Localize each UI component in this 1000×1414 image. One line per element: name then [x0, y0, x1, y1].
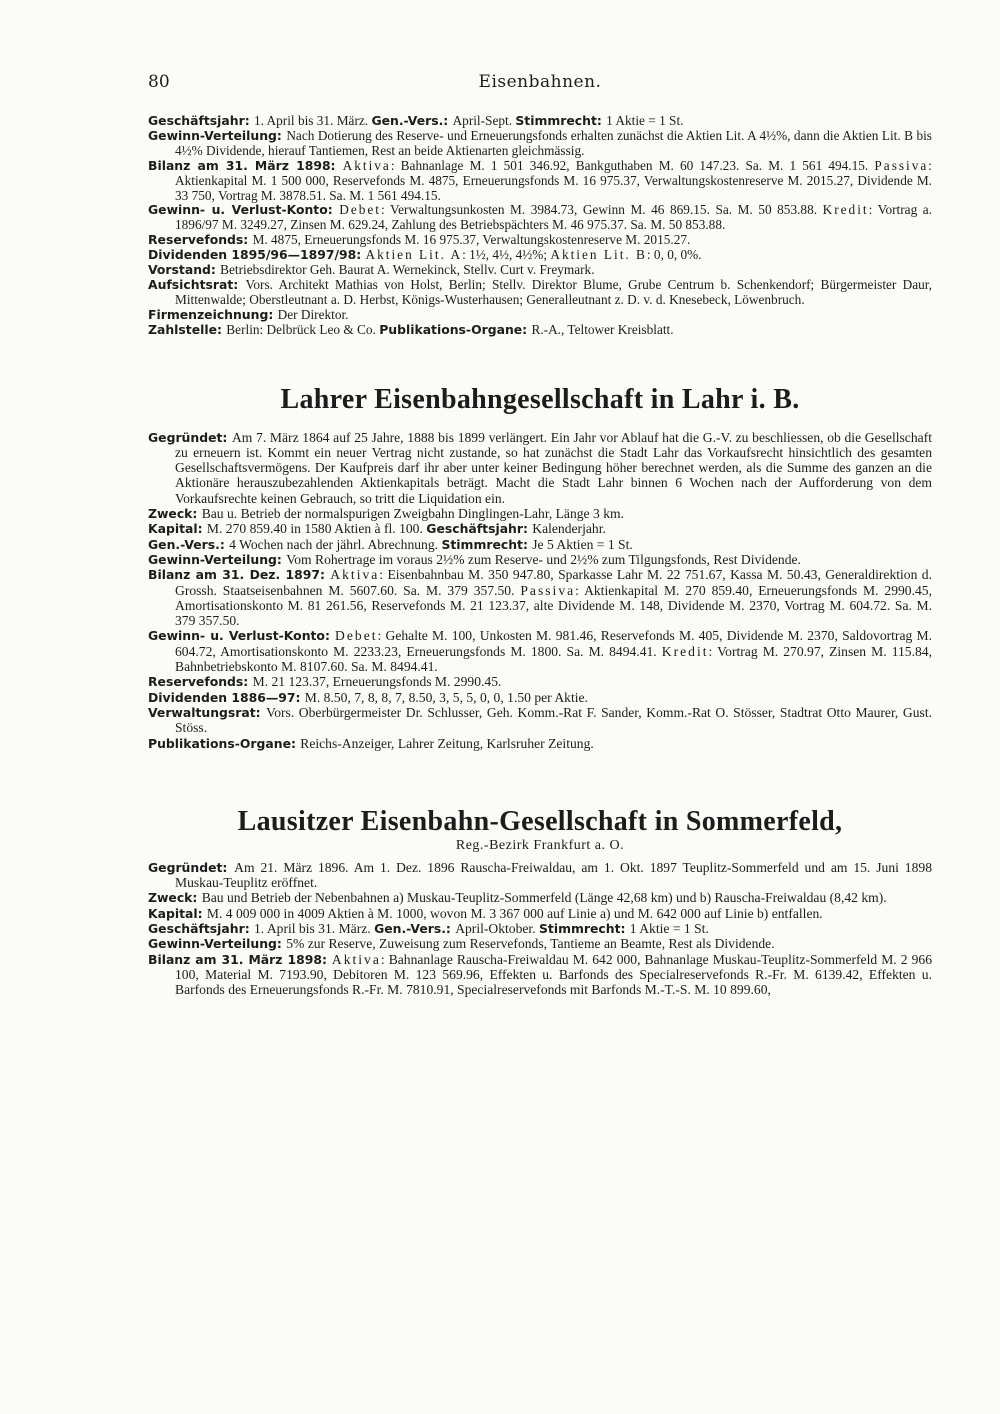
entry-text: Vom Rohertrage im voraus 2½% zum Reserve- und 2½% zum Tilgungsfonds, Rest Dividende. — [286, 551, 801, 567]
entry-label: Geschäftsjahr: — [148, 921, 254, 937]
entry-paragraph — [148, 860, 932, 891]
entry-label: Bilanz am 31. März 1898: — [148, 157, 343, 173]
entry-text: : Verwaltungsunkosten M. 3984.73, Gewinn M. 46 869.15. Sa. M. 50 853.88. — [381, 202, 823, 218]
entry-paragraph — [148, 430, 932, 506]
entry-paragraph — [148, 114, 932, 129]
spaced-term: Aktien Lit. A — [365, 247, 463, 263]
entry-text: M. 4875, Erneuerungsfonds M. 16 975.37, Verwaltungskostenreserve M. 2015.27. — [252, 232, 691, 248]
entry-label: Dividenden 1895/96—1897/98: — [148, 247, 366, 263]
entry-label: Dividenden 1886—97: — [148, 689, 305, 705]
entry-paragraph — [148, 248, 932, 263]
spaced-term: Kredit — [661, 643, 709, 659]
entry-paragraph — [148, 263, 932, 278]
entry-paragraph — [148, 921, 932, 936]
entry-text: : Vortrag M. 270.97, Zinsen M. 115.84, Bahnbetriebskonto M. 8107.60. Sa. M. 8494.41. — [175, 643, 932, 675]
entry-text: 4 Wochen nach der jährl. Abrechnung. — [229, 536, 442, 552]
entry-label: Gegründet: — [148, 429, 232, 445]
spaced-term: Aktiva — [342, 157, 391, 173]
entry-text: 1 Aktie = 1 St. — [606, 113, 684, 128]
entry-label: Publikations-Organe: — [379, 321, 532, 337]
entry-text: : Eisenbahnbau M. 350 947.80, Sparkasse Lahr M. 22 751.67, Kassa M. 50.43, Generaldirektion d. Grossh. Staatseisenbahnen M. 5607.60. Sa. M. 379 357.50. — [175, 567, 933, 598]
company-subtitle: Reg.-Bezirk Frankfurt a. O. — [455, 837, 625, 853]
entry-label: Gewinn- u. Verlust-Konto: — [148, 202, 340, 218]
entry-label: Geschäftsjahr: — [148, 113, 254, 128]
entry-text: Bau und Betrieb der Nebenbahnen a) Muskau-Teuplitz-Sommerfeld (Länge 42,68 km) und b) Rauscha-Freiwaldau (8,42 km). — [201, 890, 887, 906]
entry-label: Gewinn-Verteilung: — [148, 127, 287, 143]
entry-text: 1 Aktie = 1 St. — [629, 921, 709, 937]
entry-text: April-Oktober. — [455, 921, 539, 937]
entry-paragraph — [148, 537, 932, 552]
entry-label: Gen.-Vers.: — [374, 921, 456, 937]
entry-label: Vorstand: — [148, 262, 221, 278]
page-number: 80 — [148, 72, 170, 92]
entry-paragraph — [148, 705, 932, 736]
entry-label: Zweck: — [148, 890, 202, 906]
entry-text: : Vortrag a. 1896/97 M. 3249.27, Zinsen M. 629.24, Zahlung des Betriebspächters M. 46 975.37. Sa. M. 50 853.88. — [175, 202, 933, 233]
entry-paragraph — [148, 203, 932, 233]
entry-paragraph — [148, 628, 932, 674]
entry-label: Reservefonds: — [148, 232, 253, 248]
entry-text: R.-A., Teltower Kreisblatt. — [531, 321, 674, 337]
entry-text: M. 8.50, 7, 8, 8, 7, 8.50, 3, 5, 5, 0, 0, 1.50 per Aktie. — [304, 689, 588, 705]
entry-label: Stimmrecht: — [539, 921, 630, 937]
entry-text: : Aktienkapital M. 270 859.40, Erneuerungsfonds M. 2990.45, Amortisationskonto M. 81 261.56, Reservefonds M. 21 123.37, alte Dividende M. 148, Dividende M. 2370, Vortrag M. 604.72. Sa. M. 379 357.50. — [175, 582, 932, 629]
entry-label: Gegründet: — [148, 859, 235, 875]
entry-label: Verwaltungsrat: — [148, 704, 267, 720]
entry-label: Reservefonds: — [148, 674, 253, 690]
entry-text: 1. April bis 31. März. — [253, 921, 375, 937]
entry-paragraph — [148, 521, 932, 536]
entry-text: : Gehalte M. 100, Unkosten M. 981.46, Reservefonds M. 405, Dividende M. 2370, Saldovortrag M. 604.72, Amortisationskonto M. 2233.23, Erneuerungsfonds M. 1800. Sa. M. 8494.41. — [175, 628, 932, 659]
entry-text: Reichs-Anzeiger, Lahrer Zeitung, Karlsruher Zeitung. — [300, 735, 594, 751]
entry-label: Publikations-Organe: — [148, 735, 301, 751]
spaced-term: Debet — [335, 628, 378, 644]
entry-label: Firmenzeichnung: — [148, 306, 278, 322]
entry-label: Aufsichtsrat: — [148, 276, 246, 292]
entry-label: Gen.-Vers.: — [371, 113, 453, 128]
entry-paragraph — [148, 506, 932, 521]
entry-label: Bilanz am 31. März 1898: — [148, 951, 332, 967]
entry-paragraph — [148, 906, 932, 921]
entry-label: Gen.-Vers.: — [148, 536, 230, 552]
entry-text: April-Sept. — [452, 113, 516, 128]
entry-paragraph — [148, 159, 932, 204]
entry-label: Gewinn- u. Verlust-Konto: — [148, 628, 336, 644]
spaced-term: Debet — [339, 202, 381, 218]
entry-paragraph — [148, 552, 932, 567]
entry-text: Vors. Architekt Mathias von Holst, Berlin; Stellv. Direktor Blume, Grube Centrum b. Schenkendorf; Bürgermeister Daur, Mittenwalde; Oberstleutnant a. D. Herbst, Königs-Wusterhausen; Generalleutnant z. D. v. d. Knesebeck, Löwenbruch. — [175, 276, 932, 307]
entry-text: Der Direktor. — [277, 306, 349, 322]
section-title: Eisenbahnen. — [478, 72, 602, 92]
company-title: Lahrer Eisenbahngesellschaft in Lahr i. B. — [280, 383, 800, 415]
spaced-term: Kredit — [822, 202, 869, 218]
entry-paragraph — [148, 936, 932, 951]
running-header — [148, 72, 932, 98]
entry-text: Vors. Oberbürgermeister Dr. Schlusser, Geh. Komm.-Rat F. Sander, Komm.-Rat O. Stösser, Stadtrat Otto Maurer, Gust. Stöss. — [175, 704, 932, 736]
entry-label: Stimmrecht: — [515, 113, 607, 128]
entry-paragraph — [148, 308, 932, 323]
entry-paragraph — [148, 567, 932, 628]
entry-text: M. 21 123.37, Erneuerungsfonds M. 2990.45. — [252, 674, 502, 690]
entry-text: : Aktienkapital M. 1 500 000, Reservefonds M. 4875, Erneuerungsfonds M. 16 975.37, Verwaltungskostenreserve M. 2015.27, Dividende M. 33 750, Vortrag M. 3878.51. Sa. M. 1 561 494.15. — [175, 157, 932, 203]
entry-text: Nach Dotierung des Reserve- und Erneuerungsfonds erhalten zunächst die Aktien Lit. A 4½%, dann die Aktien Lit. B bis 4½% Dividende, hierauf Tantiemen, Rest an beide Aktienarten gleichmässig. — [175, 127, 932, 158]
entry-paragraph — [148, 233, 932, 248]
entry-text: Am 21. März 1896. Am 1. Dez. 1896 Rauscha-Freiwaldau, am 1. Okt. 1897 Teuplitz-Sommerfeld und am 15. Juni 1898 Muskau-Teuplitz eröffnet. — [175, 859, 932, 891]
entry-text: : 1½, 4½, 4½%; — [462, 247, 551, 263]
spaced-term: Aktiva — [331, 951, 381, 967]
entry-text: Betriebsdirektor Geh. Baurat A. Wernekinck, Stellv. Curt v. Freymark. — [220, 262, 595, 278]
company-section — [148, 384, 932, 751]
spaced-term: Aktiva — [330, 567, 380, 583]
entry-text: 5% zur Reserve, Zuweisung zum Reservefonds, Tantieme an Beamte, Rest als Dividende. — [286, 936, 775, 952]
entry-paragraph — [148, 736, 932, 751]
entry-paragraph — [148, 890, 932, 905]
entry-label: Zweck: — [148, 506, 202, 522]
entry-paragraph — [148, 278, 932, 308]
entry-text: : Bahnanlage M. 1 501 346.92, Bankguthaben M. 60 147.23. Sa. M. 1 561 494.15. — [390, 157, 875, 173]
entry-label: Kapital: — [148, 521, 207, 537]
entry-label: Gewinn-Verteilung: — [148, 551, 287, 567]
entry-paragraph — [148, 952, 932, 998]
entry-text: M. 270 859.40 in 1580 Aktien à fl. 100. — [206, 521, 427, 537]
entry-label: Geschäftsjahr: — [426, 521, 533, 537]
entry-text: M. 4 009 000 in 4009 Aktien à M. 1000, wovon M. 3 367 000 auf Linie a) und M. 642 000 auf Linie b) entfallen. — [206, 905, 823, 921]
entry-text: : Bahnanlage Rauscha-Freiwaldau M. 642 000, Bahnanlage Muskau-Teuplitz-Sommerfeld M. 2 966 100, Material M. 7193.90, Debitoren M. 123 569.96, Effekten u. Barfonds des Specialreservefonds R.-Fr. M. 6139.42, Effekten u. Barfonds des Erneuerungsfonds R.-Fr. M. 7810.91, Specialreservefonds mit Barfonds M.-T.-S. M. 10 899.60, — [175, 951, 933, 998]
entry-paragraph — [148, 690, 932, 705]
entry-label: Bilanz am 31. Dez. 1897: — [148, 567, 331, 583]
entry-text: Je 5 Aktien = 1 St. — [532, 536, 633, 552]
entry-text: Am 7. März 1864 auf 25 Jahre, 1888 bis 1899 verlängert. Ein Jahr vor Ablauf hat die G.-V. zu beschliessen, ob die Gesellschaft zu erneuern ist. Kommt ein neuer Vertrag nicht zustande, so hat zunächst die Stadt Lahr das Vorkaufsrecht hinsichtlich des gesamten Gesellschaftsvermögens. Der Kaufpreis darf ihr aber unter keiner Bedingung höher berechnet werden, als die Summe des ganzen an die Aktionäre herauszubezahlenden Aktienkapitals beträgt. Macht die Stadt Lahr binnen 6 Wochen nach der Aufforderung von dem Vorkaufsrechte keinen Gebrauch, so tritt die Liquidation ein. — [175, 429, 932, 506]
spaced-term: Passiva — [874, 157, 929, 173]
company-title: Lausitzer Eisenbahn-Gesellschaft in Sommerfeld, — [237, 805, 843, 837]
spaced-term: Aktien Lit. B — [550, 247, 647, 263]
entry-text: Berlin: Delbrück Leo & Co. — [226, 321, 380, 337]
company-section — [148, 114, 932, 338]
entry-text: : 0, 0, 0%. — [646, 247, 702, 263]
spaced-term: Passiva — [520, 582, 576, 598]
entry-text: Kalenderjahr. — [532, 521, 606, 537]
entry-label: Gewinn-Verteilung: — [148, 936, 287, 952]
company-section — [148, 806, 932, 998]
entry-label: Zahlstelle: — [148, 321, 227, 337]
entry-paragraph — [148, 323, 932, 338]
entry-label: Stimmrecht: — [441, 536, 533, 552]
entry-text: 1. April bis 31. März. — [253, 113, 372, 128]
entry-paragraph — [148, 129, 932, 159]
entry-label: Kapital: — [148, 905, 207, 921]
entry-text: Bau u. Betrieb der normalspurigen Zweigbahn Dinglingen-Lahr, Länge 3 km. — [201, 506, 624, 522]
entry-paragraph — [148, 674, 932, 689]
